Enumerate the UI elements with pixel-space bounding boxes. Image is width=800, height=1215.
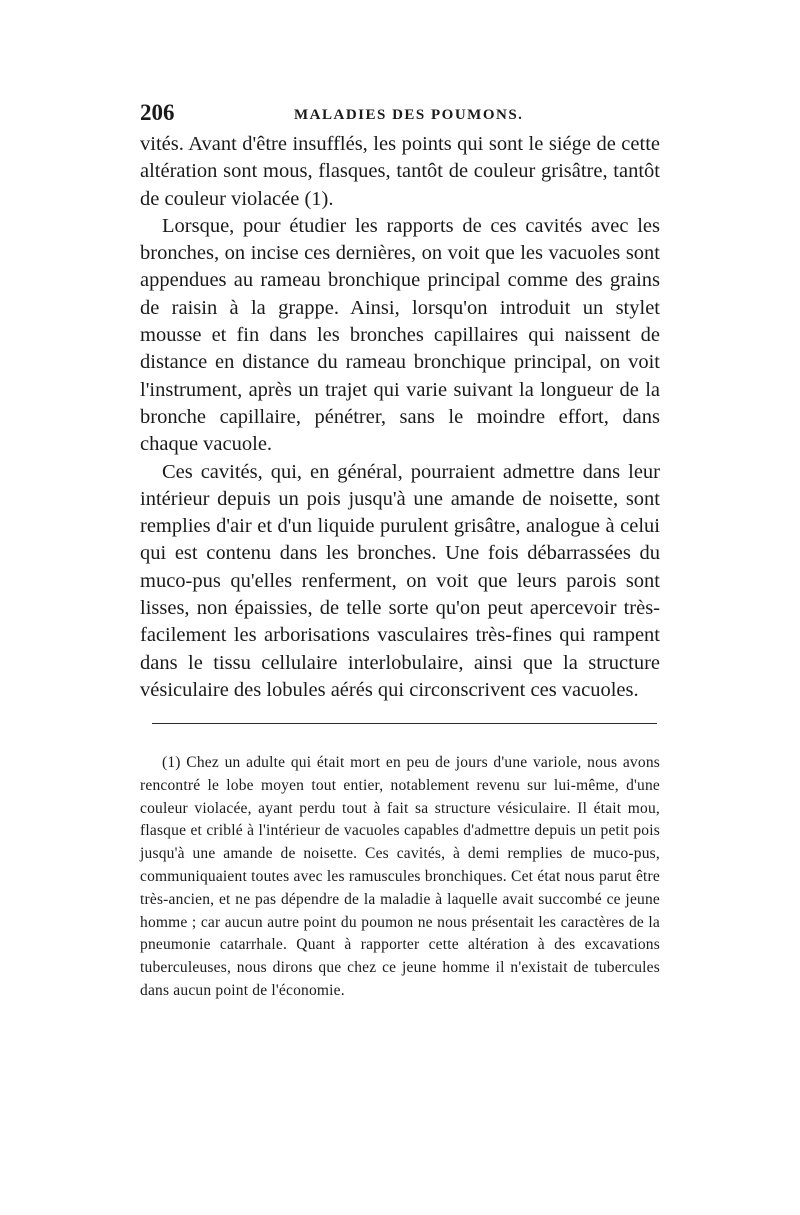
running-head: [140, 100, 660, 130]
paragraph: Lorsque, pour étudier les rapports de ces cavités avec les bronches, on incise ces dernières, on voit que les vacuoles sont appendues au rameau bronchique principal comme des grains de raisin à la grappe. Ainsi, lorsqu'on introduit un stylet mousse et fin dans les bronches capillaires qui naissent de distance en distance du rameau bronchique principal, on voit l'instrument, après un trajet qui varie suivant la longueur de la bronche capillaire, pénétrer, sans le moindre effort, dans chaque vacuole.: [140, 214, 660, 456]
paragraph: Ces cavités, qui, en général, pourraient admettre dans leur intérieur depuis un pois jusqu'à une amande de noisette, sont remplies d'air et d'un liquide purulent grisâtre, analogue à celui qui est contenu dans les bronches. Une fois débarrassées du muco-pus qu'elles renferment, on voit que leurs parois sont lisses, non épaissies, de telle sorte qu'on peut apercevoir très-facilement les arborisations vasculaires très-fines qui rampent dans le tissu cellulaire interlobulaire, ainsi que la structure vésiculaire des lobules aérés qui circonscrivent ces vacuoles.: [140, 460, 660, 701]
paragraph-continuation: vités. Avant d'être insufflés, les points qui sont le siége de cette altération sont mous, flasques, tantôt de couleur grisâtre, tantôt de couleur violacée (1).: [140, 133, 660, 210]
running-title: MALADIES DES POUMONS.: [294, 107, 524, 123]
main-text: [140, 131, 660, 704]
footnote: [140, 752, 660, 1003]
footnote-text: (1) Chez un adulte qui était mort en peu de jours d'une variole, nous avons rencontré le lobe moyen tout entier, notablement revenu sur lui-même, d'une couleur violacée, ayant perdu tout à fait sa structure vésiculaire. Il était mou, flasque et criblé à l'intérieur de vacuoles capables d'admettre depuis un petit pois jusqu'à une amande de noisette. Ces cavités, à demi remplies de muco-pus, communiquaient toutes avec les ramuscules bronchiques. Cet état nous parut être très-ancien, et ne pas dépendre de la maladie à laquelle avait succombé ce jeune homme ; car aucun autre point du poumon ne nous présentait les caractères de la pneumonie catarrhale. Quant à rapporter cette altération à des excavations tuberculeuses, nous dirons que chez ce jeune homme il n'existait de tubercules dans aucun point de l'économie.: [140, 754, 660, 999]
page-number: 206: [140, 100, 175, 125]
footnote-divider: [152, 723, 657, 724]
